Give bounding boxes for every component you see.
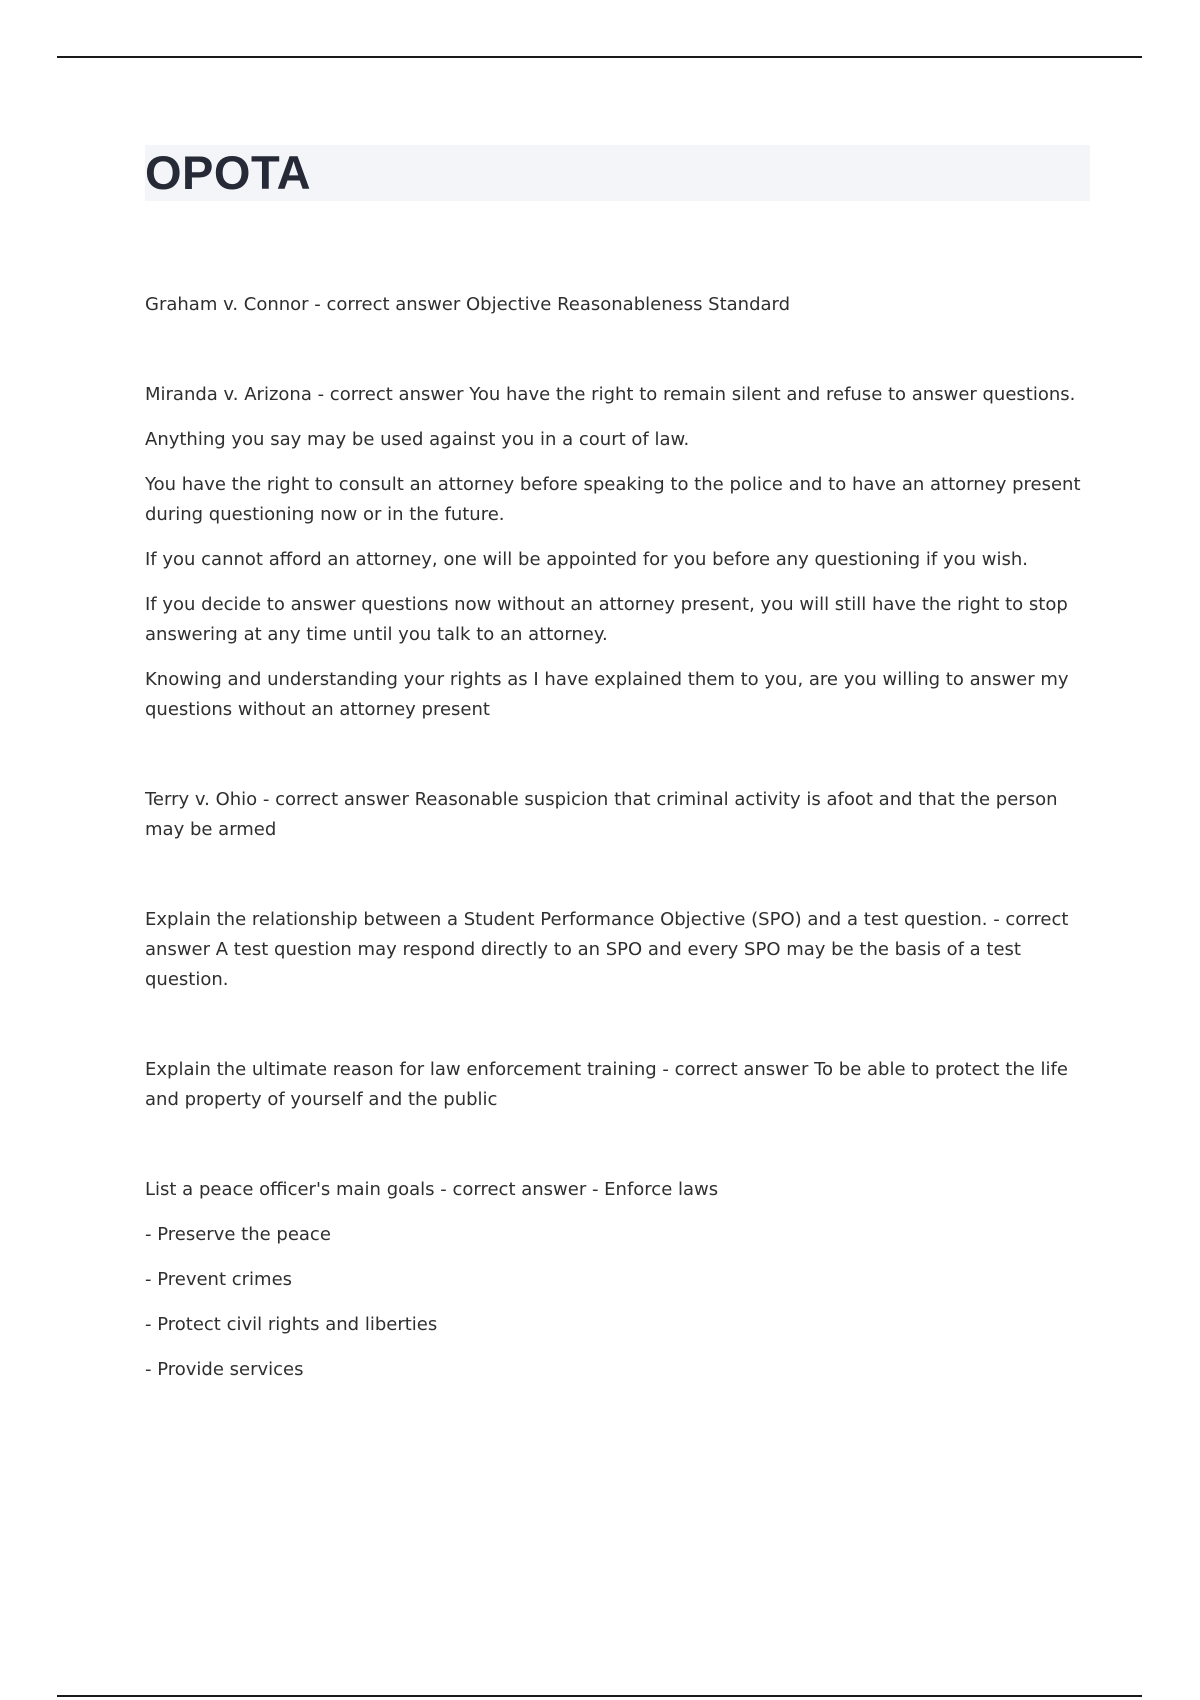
top-divider xyxy=(57,56,1142,58)
entry-training-reason xyxy=(145,1055,1090,1115)
entry-paragraph: Explain the ultimate reason for law enforcement training - correct answer To be able to protect the life and property of yourself and the public xyxy=(145,1059,1068,1110)
entry-paragraph: Explain the relationship between a Student Performance Objective (SPO) and a test question. - correct answer A test question may respond directly to an SPO and every SPO may be the basis of a test question. xyxy=(145,909,1069,990)
entry-paragraph: If you cannot afford an attorney, one will be appointed for you before any questioning if you wish. xyxy=(145,549,1028,570)
list-item: - Prevent crimes xyxy=(145,1269,293,1290)
title-banner xyxy=(145,145,1090,201)
entry-paragraph: Graham v. Connor - correct answer Objective Reasonableness Standard xyxy=(145,294,791,315)
document-body xyxy=(145,290,1090,1385)
entry-terry-v-ohio xyxy=(145,785,1090,845)
entry-peace-officer-goals xyxy=(145,1175,1090,1385)
entry-paragraph: You have the right to consult an attorney before speaking to the police and to have an attorney present during questioning now or in the future. xyxy=(145,474,1081,525)
entry-graham-v-connor xyxy=(145,290,1090,320)
bottom-divider xyxy=(57,1695,1142,1697)
entry-spo-relationship xyxy=(145,905,1090,995)
page-title: OPOTA xyxy=(145,146,312,199)
entry-paragraph: Miranda v. Arizona - correct answer You have the right to remain silent and refuse to answer questions. xyxy=(145,384,1076,405)
list-item: - Protect civil rights and liberties xyxy=(145,1314,438,1335)
entry-paragraph: If you decide to answer questions now without an attorney present, you will still have the right to stop answering at any time until you talk to an attorney. xyxy=(145,594,1068,645)
entry-paragraph: Knowing and understanding your rights as I have explained them to you, are you willing to answer my questions without an attorney present xyxy=(145,669,1069,720)
entry-paragraph: List a peace officer's main goals - correct answer - Enforce laws xyxy=(145,1179,719,1200)
list-item: - Provide services xyxy=(145,1359,304,1380)
entry-miranda-v-arizona xyxy=(145,380,1090,725)
entry-paragraph: Terry v. Ohio - correct answer Reasonable suspicion that criminal activity is afoot and that the person may be armed xyxy=(145,789,1058,840)
entry-paragraph: Anything you say may be used against you in a court of law. xyxy=(145,429,690,450)
list-item: - Preserve the peace xyxy=(145,1224,331,1245)
